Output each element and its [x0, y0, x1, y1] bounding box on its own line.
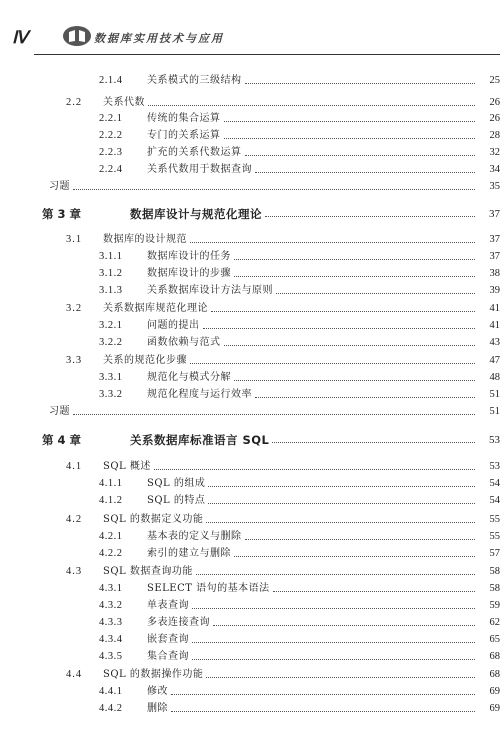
toc-entry-number: 4.3.2: [99, 600, 123, 611]
toc-entry-page: 58: [489, 583, 500, 594]
toc-entry-title: 关系数据库设计方法与原则: [147, 285, 273, 296]
toc-entry-number: 2.2.4: [99, 164, 123, 175]
toc-entry-title: 数据库的设计规范: [103, 234, 187, 245]
dot-leader: [192, 607, 475, 609]
toc-entry: [0, 369, 500, 385]
toc-entry-title: 关系代数用于数据查询: [147, 164, 252, 175]
toc-entry: [0, 300, 500, 316]
toc-entry-number: 4.3.5: [99, 651, 123, 662]
toc-entry: [0, 431, 500, 447]
dot-leader: [211, 310, 475, 312]
toc-entry-title: 索引的建立与删除: [147, 548, 231, 559]
toc-entry-number: 2.2: [66, 97, 83, 108]
toc-entry: [0, 352, 500, 368]
toc-entry-page: 54: [489, 478, 500, 489]
toc-entry-title: SELECT 语句的基本语法: [147, 583, 270, 594]
toc-entry-title: 传统的集合运算: [147, 113, 221, 124]
toc-entry-number: 2.1.4: [99, 75, 123, 86]
dot-leader: [171, 693, 475, 695]
toc-entry-number: 4.3.4: [99, 634, 123, 645]
dot-leader: [276, 292, 475, 294]
dot-leader: [190, 362, 475, 364]
toc-entry-number: 4.4: [66, 669, 83, 680]
toc-entry: [0, 614, 500, 630]
dot-leader: [234, 258, 475, 260]
toc-entry-title: 关系代数: [103, 97, 145, 108]
toc-entry-page: 35: [489, 181, 500, 192]
toc-entry-page: 68: [489, 669, 500, 680]
page-number: Ⅳ: [12, 28, 29, 47]
dot-leader: [224, 120, 476, 122]
dot-leader: [171, 710, 475, 712]
toc-entry-page: 48: [489, 372, 500, 383]
toc-entry-number: 3.3.1: [99, 372, 123, 383]
toc-entry: [0, 545, 500, 561]
toc-entry-page: 53: [489, 434, 500, 446]
toc-entry-page: 54: [489, 495, 500, 506]
toc-entry-title: 集合查询: [147, 651, 189, 662]
toc-entry-page: 39: [489, 285, 500, 296]
toc-entry-number: 第 4 章: [42, 433, 82, 447]
toc-entry-page: 37: [489, 251, 500, 262]
toc-entry-title: 规范化程度与运行效率: [147, 389, 252, 400]
toc-entry: [0, 127, 500, 143]
toc-entry-number: 4.3: [66, 566, 83, 577]
toc-entry-number: 4.1.2: [99, 495, 123, 506]
toc-entry-page: 37: [489, 208, 500, 220]
dot-leader: [245, 82, 476, 84]
toc-entry-title: 扩充的关系代数运算: [147, 147, 242, 158]
dot-leader: [73, 188, 475, 190]
toc-entry-number: 4.1.1: [99, 478, 123, 489]
dot-leader: [255, 171, 475, 173]
dot-leader: [203, 327, 476, 329]
toc-entry-page: 34: [489, 164, 500, 175]
toc-entry-title: SQL 的组成: [147, 478, 206, 489]
toc-entry: [0, 403, 500, 419]
toc-entry-title: 数据库设计的任务: [147, 251, 231, 262]
toc-entry-page: 53: [489, 461, 500, 472]
dot-leader: [196, 573, 475, 575]
toc-entry-title: 关系的规范化步骤: [103, 355, 187, 366]
dot-leader: [245, 154, 476, 156]
toc-entry-page: 37: [489, 234, 500, 245]
header-rule: [34, 54, 500, 55]
toc-entry-number: 2.2.1: [99, 113, 123, 124]
toc-entry: [0, 597, 500, 613]
toc-entry-page: 68: [489, 651, 500, 662]
toc-entry: [0, 205, 500, 221]
toc-entry-number: 4.4.2: [99, 703, 123, 714]
toc-entry-page: 55: [489, 531, 500, 542]
toc-entry-number: 4.3.3: [99, 617, 123, 628]
toc-entry: [0, 580, 500, 596]
dot-leader: [224, 344, 476, 346]
toc-entry-title: 单表查询: [147, 600, 189, 611]
toc-entry-page: 51: [489, 406, 500, 417]
dot-leader: [245, 538, 476, 540]
toc-entry: [0, 666, 500, 682]
dot-leader: [154, 468, 475, 470]
toc-entry-number: 4.2.2: [99, 548, 123, 559]
toc-entry-number: 2.2.3: [99, 147, 123, 158]
toc-entry: [0, 231, 500, 247]
toc-entry-title: 专门的关系运算: [147, 130, 221, 141]
toc-entry: [0, 563, 500, 579]
toc-entry-title: 习题: [49, 181, 70, 192]
dot-leader: [190, 241, 475, 243]
toc-entry-page: 47: [489, 355, 500, 366]
toc-entry-page: 43: [489, 337, 500, 348]
toc-entry-number: 2.2.2: [99, 130, 123, 141]
toc-entry-number: 3.3.2: [99, 389, 123, 400]
dot-leader: [148, 104, 475, 106]
dot-leader: [255, 396, 475, 398]
toc-entry-number: 3.1.1: [99, 251, 123, 262]
toc-entry-page: 58: [489, 566, 500, 577]
toc-entry-number: 4.4.1: [99, 686, 123, 697]
dot-leader: [206, 521, 475, 523]
dot-leader: [265, 215, 475, 217]
toc-entry: [0, 317, 500, 333]
dot-leader: [208, 485, 475, 487]
dot-leader: [192, 658, 475, 660]
toc-entry-page: 26: [489, 113, 500, 124]
dot-leader: [73, 413, 475, 415]
toc-entry-number: 3.3: [66, 355, 83, 366]
toc-entry-page: 38: [489, 268, 500, 279]
toc-entry-page: 57: [489, 548, 500, 559]
toc-entry-title: 习题: [49, 406, 70, 417]
toc-entry: [0, 511, 500, 527]
toc-entry: [0, 72, 500, 88]
toc-entry: [0, 458, 500, 474]
toc-entry-number: 3.2: [66, 303, 83, 314]
toc-entry: [0, 334, 500, 350]
toc-entry-title: SQL 的特点: [147, 495, 206, 506]
toc-entry-page: 65: [489, 634, 500, 645]
toc-entry-page: 69: [489, 703, 500, 714]
book-logo-icon: [62, 24, 92, 48]
toc-entry: [0, 265, 500, 281]
toc-entry-title: 问题的提出: [147, 320, 200, 331]
page-header: [0, 0, 500, 62]
toc-entry-page: 41: [489, 303, 500, 314]
dot-leader: [192, 641, 475, 643]
toc-entry-page: 62: [489, 617, 500, 628]
dot-leader: [234, 275, 475, 277]
toc-entry-page: 51: [489, 389, 500, 400]
dot-leader: [208, 502, 475, 504]
toc-entry-number: 4.2.1: [99, 531, 123, 542]
toc-entry-number: 3.2.2: [99, 337, 123, 348]
toc-entry-title: 基本表的定义与删除: [147, 531, 242, 542]
toc-entry: [0, 248, 500, 264]
toc-entry-title: SQL 数据查询功能: [103, 566, 193, 577]
toc-entry: [0, 282, 500, 298]
toc-entry-number: 3.1: [66, 234, 83, 245]
toc-entry-title: 修改: [147, 686, 168, 697]
toc-entry-title: 数据库设计与规范化理论: [130, 207, 262, 221]
toc-entry: [0, 700, 500, 716]
toc-entry-title: SQL 的数据定义功能: [103, 514, 204, 525]
toc-entry: [0, 161, 500, 177]
toc-entry: [0, 631, 500, 647]
toc-entry-number: 3.2.1: [99, 320, 123, 331]
toc-entry-title: SQL 概述: [103, 461, 151, 472]
toc-entry-title: SQL 的数据操作功能: [103, 669, 204, 680]
toc-entry-number: 第 3 章: [42, 207, 82, 221]
toc-entry-title: 多表连接查询: [147, 617, 210, 628]
toc-entry-title: 嵌套查询: [147, 634, 189, 645]
toc-entry: [0, 110, 500, 126]
toc-entry-page: 26: [489, 97, 500, 108]
toc-entry-page: 25: [489, 75, 500, 86]
toc-entry-number: 3.1.2: [99, 268, 123, 279]
toc-entry-page: 69: [489, 686, 500, 697]
dot-leader: [213, 624, 475, 626]
toc-entry: [0, 94, 500, 110]
toc-entry: [0, 648, 500, 664]
toc-entry-title: 关系数据库规范化理论: [103, 303, 208, 314]
toc-entry-number: 4.2: [66, 514, 83, 525]
toc-entry: [0, 528, 500, 544]
toc-entry: [0, 492, 500, 508]
dot-leader: [272, 441, 475, 443]
toc-entry: [0, 683, 500, 699]
toc-entry-number: 3.1.3: [99, 285, 123, 296]
running-header-title: 数据库实用技术与应用: [94, 32, 224, 45]
dot-leader: [273, 590, 475, 592]
toc-entry-title: 规范化与模式分解: [147, 372, 231, 383]
toc-entry-title: 关系模式的三级结构: [147, 75, 242, 86]
toc-entry-title: 删除: [147, 703, 168, 714]
toc-entry: [0, 386, 500, 402]
toc-entry-title: 函数依赖与范式: [147, 337, 221, 348]
toc-entry-page: 41: [489, 320, 500, 331]
dot-leader: [234, 555, 475, 557]
toc-entry-number: 4.3.1: [99, 583, 123, 594]
dot-leader: [206, 676, 475, 678]
toc-entry-number: 4.1: [66, 461, 83, 472]
toc-entry-page: 32: [489, 147, 500, 158]
toc-entry: [0, 475, 500, 491]
toc-entry-page: 55: [489, 514, 500, 525]
toc-entry: [0, 144, 500, 160]
toc-entry-page: 28: [489, 130, 500, 141]
toc-entry-page: 59: [489, 600, 500, 611]
dot-leader: [234, 379, 475, 381]
toc-entry-title: 数据库设计的步骤: [147, 268, 231, 279]
dot-leader: [224, 137, 476, 139]
toc-entry: [0, 178, 500, 194]
toc-entry-title: 关系数据库标准语言 SQL: [130, 433, 270, 447]
